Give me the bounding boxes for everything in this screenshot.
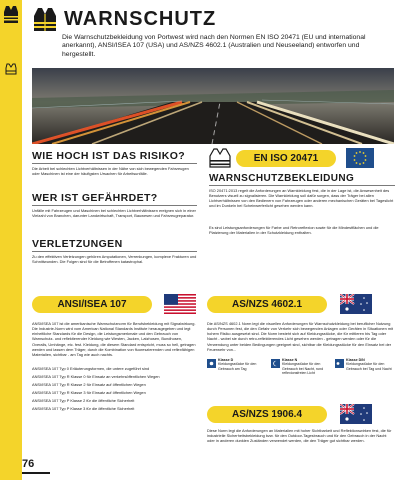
page-title: WARNSCHUTZ — [64, 8, 217, 30]
class-legend — [207, 358, 395, 380]
highway-night-photo — [32, 68, 394, 144]
page-number: 76 — [22, 458, 35, 470]
en-iso-heading: WARNSCHUTZBEKLEIDUNG — [209, 173, 355, 184]
who-text: Unfälle mit Fahrzeugen und Maschinen bei schlechten Lichtverhältnissen ereignen sich in einer Vielzahl von Branchen, darunter Landwirtschaft, Transport, Bauwesen und Fahrzeugreparatur. — [32, 208, 196, 219]
who-heading: WER IST GEFÄHRDET? — [32, 192, 158, 204]
ansi-list-item: ANSI/ISEA 107 Typ R Klasse 2 für Einsatz auf öffentlichen Wegen — [32, 382, 146, 387]
ansi-list-item: ANSI/ISEA 107 Typ 0 Erläuterungsformen, die untere zugeführt sind — [32, 366, 150, 371]
us-flag — [164, 294, 196, 314]
eu-flag — [346, 148, 374, 168]
divider — [32, 205, 197, 206]
en-iso-badge: EN ISO 20471 — [236, 150, 336, 167]
page-number-underline — [22, 472, 50, 474]
australia-flag — [340, 404, 372, 424]
vest-icon — [3, 4, 19, 24]
ansi-text: ANSI/ISEA 107 ist die amerikanische Warnschutznorm für Berufsbekleidung mit Signalwirkung. Die Industrie-Norm wird vom American National Standards Institute herausgegeben und legt einheitliche Standards für die Design, die Leistungsmerkmale und den Gebrauch von Warnschutz- und reflektierender Kleidung wie Westen, Jacken, Latzhosen, Bundhosen, Overalls, Umhänge, etc. fest. Kleidung, die diesem Standard entspricht, muss so hell, getragen werden und lassen dem Träger, durch die Kombination von fluoreszierenden und reflexfähigen Materialien, sichtbar - am Tag wie auch nachts. — [32, 321, 196, 357]
injuries-heading: VERLETZUNGEN — [32, 238, 123, 250]
asnzs-1906-text: Diese Norm legt die Anforderungen an Materialien mit hoher Sichtbarkeit und Reflektionswirken fest, die für industrielle Sicherheitsbekleidung bzw. für den Outdoor-Tagesbrauch und für den Gebrauch in der Nacht oder in anderen dunklen Zuständen verwendet werden, die den Träger gut sichtbar werden. — [207, 428, 392, 444]
en-iso-text-2: Es sind Leistungsanforderungen für Farbe und Retroreflexion sowie für die Mindestflächen und die Platzierung der Materialien in der Schutzkleidung enthalten. — [209, 225, 379, 236]
vest-icon — [32, 6, 58, 32]
sidebar-strip — [0, 0, 22, 480]
en-iso-text-1: ISO 20471:2013 regelt die Anforderungen an Warnkleidung fest, die in der Lage ist, die Anwesenheit des Benutzers visuell zu signalisieren. Die Warnkleidung soll dafür sorgen, dass der Träger bei allen Lichtverhältnissen von den Bedienern von Fahrzeugen oder anderen mechanischen Geräten bei Tageslicht und im Dunkeln bei Scheinwerferlicht gesehen werden kann. — [209, 188, 394, 209]
vest-mini-icon — [5, 63, 17, 75]
class-dn-item: Klasse D/N Kleidungsstücke für den Gebrauch bei Tag und Nacht — [335, 358, 395, 380]
asnzs-1906-badge: AS/NZS 1906.4 — [207, 406, 327, 423]
asnzs-4602-text: Die AS/NZS 4602.1 Norm legt die visuellen Anforderungen für Warnschutzkleidung bei beruflicher Nutzung durch Personen fest, die den Gefahr von Verkehr sich bewegenden Anlagen oder Geräten in Situationen mit hohem Risiko ausgesetzt sind. Die Norm besteht sich auf Kleidungsstücke, die für mittleren bis Tag oder Nacht - wobei sie durch retro-reflektierendes Licht gesehen werden - getragen werden oder für die Verwendung unter beiden Bedingungen geeignet sind, sichtbar die Kleidungsstücke für den Einsatz bei der Feuerwehr von... — [207, 321, 394, 352]
risk-text: Die Arbeit bei schlechten Lichtverhältnissen in der Nähe von sich bewegenden Fahrzeugen oder Maschinen ist eine der häufigsten Ursachen für Arbeitsunfälle. — [32, 166, 189, 177]
intro-text: Die Warnschutzbekleidung von Portwest wird nach den Normen EN ISO 20471 (EU und international anerkannt), ANSI/ISEA 107 (USA) und AS/NZS 4602.1 (Australien und Neuseeland) entworfen und hergestellt. — [62, 34, 366, 58]
australia-flag — [340, 294, 372, 314]
sun-icon — [207, 359, 216, 368]
ansi-list-item: ANSI/ISEA 107 Typ P Klasse 3 für die öffentliche Sicherheit — [32, 406, 135, 411]
risk-heading: WIE HOCH IST DAS RISIKO? — [32, 150, 186, 162]
divider — [32, 251, 197, 252]
vest-icon — [209, 148, 231, 168]
moon-icon — [271, 359, 280, 368]
class-d-item: Klasse D Kleidungsstücke für den Gebrauch am Tag — [207, 358, 267, 380]
sun-moon-icon — [335, 359, 344, 368]
ansi-list-item: ANSI/ISEA 107 Typ R Klasse 0 für Einsatz an verkehrsöffentlichen Wegen — [32, 374, 160, 379]
ansi-list-item: ANSI/ISEA 107 Typ R Klasse 3 für Einsatz auf öffentlichen Wegen — [32, 390, 146, 395]
ansi-badge: ANSI/ISEA 107 — [32, 296, 152, 313]
injuries-text: Zu den effektiven Verletzungen gehören Amputationen, Verrenkungen, komplexe Frakturen und Schnittwunden. Die Folgen sind für die Betroffenen katastrophal. — [32, 254, 197, 265]
divider — [32, 163, 197, 164]
divider — [209, 185, 395, 186]
class-n-item: Klasse N Kleidungsstücke für den Gebrauch bei Nacht, rund reflexionsfreien Licht — [271, 358, 331, 380]
asnzs-4602-badge: AS/NZS 4602.1 — [207, 296, 327, 313]
ansi-list-item: ANSI/ISEA 107 Typ P Klasse 2 für die öffentliche Sicherheit — [32, 398, 135, 403]
